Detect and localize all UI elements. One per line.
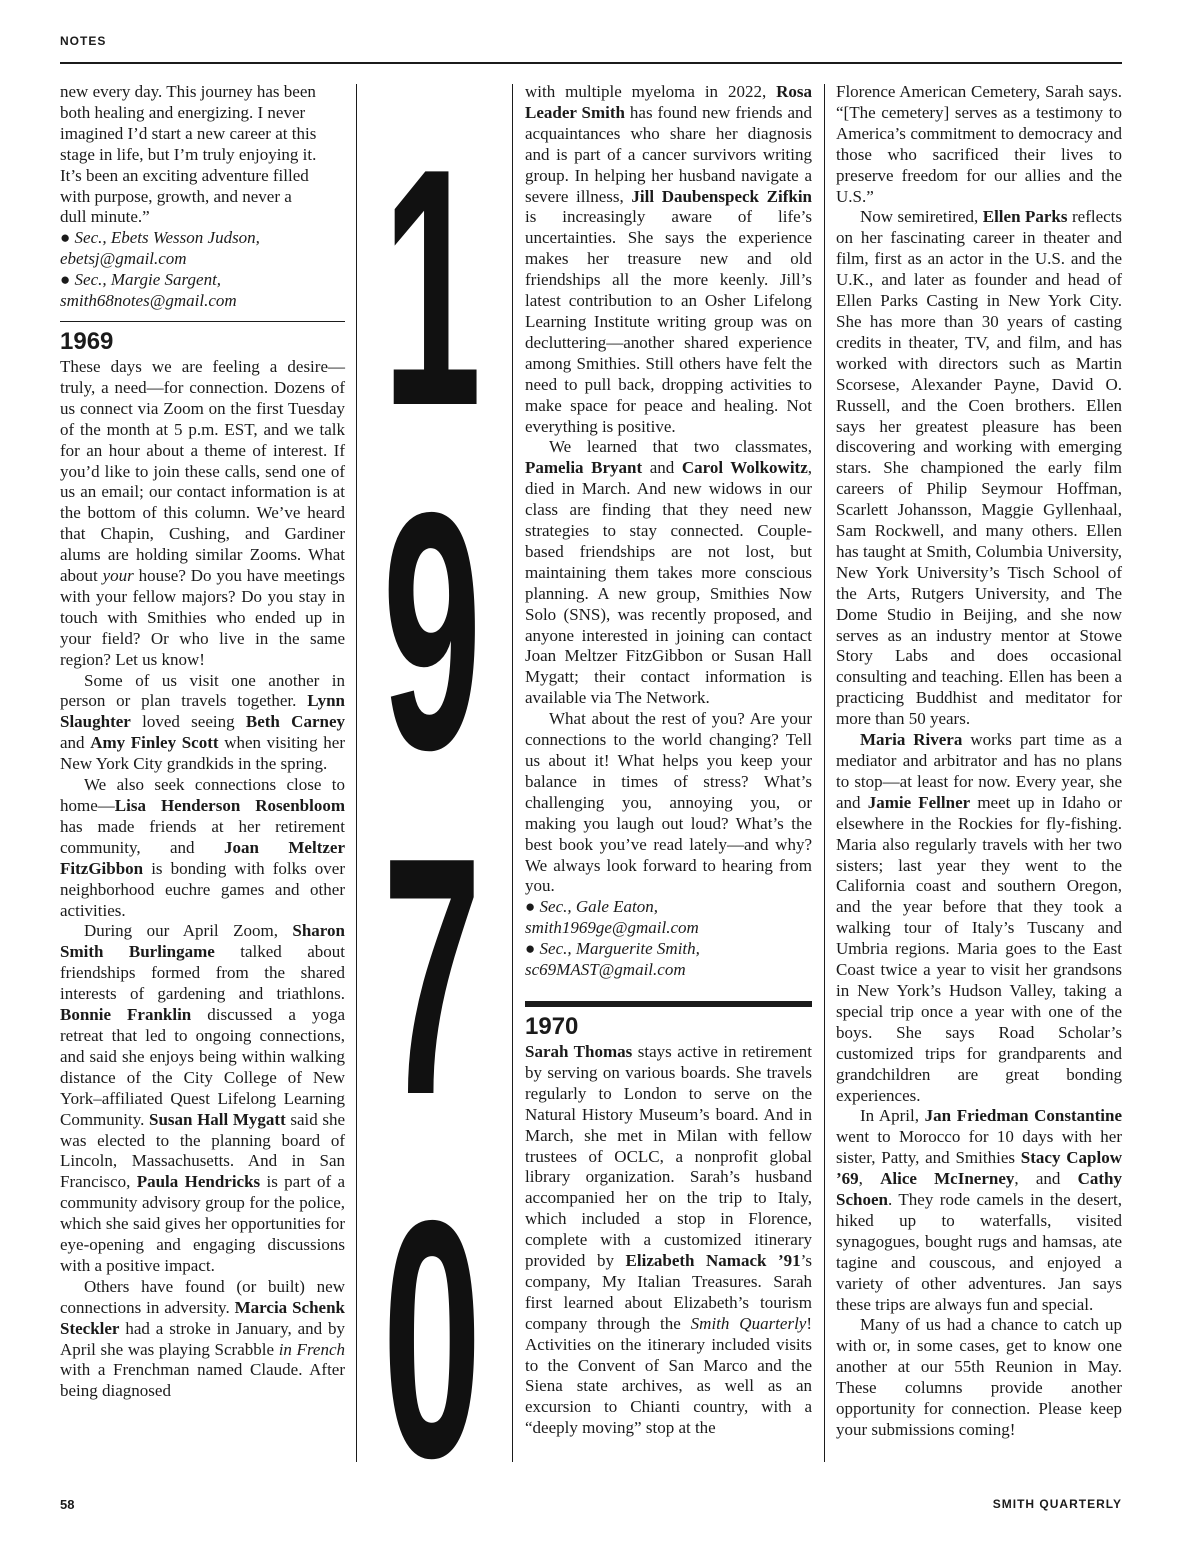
large-digit: 7 xyxy=(382,787,482,1166)
section-rule xyxy=(60,321,345,322)
classmate-name: Alice McInerney xyxy=(880,1169,1015,1189)
column-2 xyxy=(525,82,812,1439)
large-year-graphic xyxy=(368,78,496,1464)
classmate-name: Susan Hall Mygatt xyxy=(149,1109,286,1129)
bullet-icon: ● xyxy=(525,939,536,959)
paragraph: Many of us had a chance to catch up with or, in some cases, get to know one another at our 55th Reunion in May. These columns provide another opportunity for connection. Please keep your submissions coming! xyxy=(836,1315,1122,1439)
bullet-icon: ● xyxy=(60,270,71,290)
classmate-name: Sarah Thomas xyxy=(525,1041,633,1061)
classmate-name: Lisa Henderson Rosenbloom xyxy=(114,796,345,815)
classmate-name: Pamelia Bryant xyxy=(525,458,643,478)
carryover-line: both healing and energizing. I never xyxy=(60,102,306,122)
paragraph: Maria Rivera works part time as a mediator and arbitrator and has no plans to stop—at least for now. Every year, she and Jamie Fellner meet up in Idaho or elsewhere in the Rockies for fly-fishing. Maria also regularly travels with her two sisters; last year they went to the California coast and southern Oregon, and the year before that they took a walking tour of Italy’s Tuscany and Umbria regions. Maria goes to the East Coast twice a year to visit her grandsons in New York’s Hudson Valley, taking a special trip once a year with one of the boys. She says Road Scholar’s customized trips for grandparents and grandchildren are great bonding experiences. xyxy=(836,730,1123,1105)
paragraph: Some of us visit one another in person or plan travels together. Lynn Slaughter loved seeing Beth Carney and Amy Finley Scott when visiting her New York City grandkids in the spring. xyxy=(60,670,346,774)
classmate-name: Beth Carney xyxy=(245,712,345,732)
secretary-email[interactable]: sc69MAST@gmail.com xyxy=(525,960,686,980)
classmate-name: Sharon Smith Burlingame xyxy=(60,921,345,962)
classmate-name: Lynn Slaughter xyxy=(60,691,346,732)
classmate-name: Jill Daubenspeck Zifkin xyxy=(631,186,812,206)
paragraph: Sarah Thomas stays active in retirement by serving on various boards. She travels regularly to London to serve on the Natural History Museum’s board. And in March, she met in Milan with fellow trustees of OCLC, a nonprofit global library organization. Sarah’s husband accompanied her on the trip to Italy, which included a stop in Florence, complete with a customized itinerary provided by Elizabeth Namack ’91’s company, My Italian Treasures. Sarah first learned about Elizabeth’s tourism company through the Smith Quarterly! Activities on the itinerary included visits to the Convent of San Marco and the Siena state archives, as well as an excursion to Chianti country, with a “deeply moving” stop at the xyxy=(525,1041,813,1438)
section-label: NOTES xyxy=(60,34,107,48)
paragraph: These days we are feeling a desire— truly, a need—for connection. Dozens of us connect via Zoom on the first Tuesday of the month at 5 p.m. EST, and we talk for an hour about a theme of interest. If you’d like to join these calls, send one of us an email; our contact information is at the bottom of this column. We’ve heard that Chapin, Cushing, and Gardiner alums are holding similar Zooms. What about your house? Do you have meetings with your fellow majors? Do you stay in touch with Smithies who ended up in your field? Or who live in the same region? Let us know! xyxy=(60,356,346,669)
secretary-name: Sec., Gale Eaton, xyxy=(539,897,659,917)
paragraph: Florence American Cemetery, Sarah says. “[The cemetery] serves as a testimony to America’s commitment to democracy and those who sacrificed their lives to preserve freedom for our allies and the U.S.” xyxy=(836,82,1122,206)
secretary-email[interactable]: ebetsj@gmail.com xyxy=(60,249,187,269)
classmate-name: Cathy Schoen xyxy=(836,1169,1122,1210)
classmate-name: Carol Wolkowitz xyxy=(681,458,808,478)
paragraph: Now semiretired, Ellen Parks reflects on her fascinating career in theater and film, first as an actor in the U.S. and the U.K., and later as founder and head of Ellen Parks Casting in New York City. She has more than 30 years of casting credits in theater, TV, and film, and has worked with directors such as Martin Scorsese, Alexander Payne, David O. Russell, and the Coen brothers. Ellen says her greatest pleasure has been discovering and working with emerging stars. She championed the early film careers of Philip Seymour Hoffman, Scarlett Johansson, Maggie Gyllenhaal, Sam Rockwell, and many others. Ellen has taught at Smith, Columbia University, New York University’s Tisch School of the Arts, Rutgers University, and The Dome Studio in Beijing, and she now serves as an industry mentor at Stowe Story Labs and does occasional consulting and teaching. Ellen has been a practicing Buddhist and meditator for more than 50 years. xyxy=(836,207,1123,729)
publication-name: SMITH QUARTERLY xyxy=(992,1497,1122,1511)
carryover-line: It’s been an exciting adventure filled xyxy=(60,165,309,185)
secretary-name: Sec., Margie Sargent, xyxy=(74,270,222,290)
classmate-name: Paula Hendricks xyxy=(136,1172,261,1192)
classmate-name: Stacy Caplow ’69 xyxy=(836,1148,1122,1189)
large-digit: 1 xyxy=(382,98,482,477)
secretary-name: Sec., Marguerite Smith, xyxy=(539,939,700,959)
carryover-line: dull minute.” xyxy=(60,207,150,227)
carryover-line: new every day. This journey has been xyxy=(60,82,316,101)
large-digit: 9 xyxy=(382,442,482,821)
carryover-line: with purpose, growth, and never a xyxy=(60,186,292,206)
secretary-email[interactable]: smith1969ge@gmail.com xyxy=(525,918,699,938)
carryover-paragraph xyxy=(60,82,345,228)
section-rule xyxy=(525,1001,812,1007)
paragraph: We also seek connections close to home—Lisa Henderson Rosenbloom has made friends at her retirement community, and Joan Meltzer FitzGibbon is bonding with folks over neighborhood euchre games and other activities. xyxy=(60,775,345,920)
column-3 xyxy=(836,82,1122,1441)
classmate-name: Ellen Parks xyxy=(982,207,1068,227)
classmate-name: Jan Friedman Constantine xyxy=(924,1106,1122,1126)
classmate-name: Jamie Fellner xyxy=(867,792,971,812)
classmate-name: Joan Meltzer FitzGibbon xyxy=(60,837,345,878)
carryover-line: imagined I’d start a new career at this xyxy=(60,123,317,143)
secretary-1968-b xyxy=(60,270,345,312)
class-year-heading: 1970 xyxy=(525,1012,579,1040)
classmate-name: Elizabeth Namack ’91 xyxy=(625,1251,801,1271)
paragraph: During our April Zoom, Sharon Smith Burlingame talked about friendships formed from the shared interests of gardening and triathlons. Bonnie Franklin discussed a yoga retreat that led to ongoing connections, and said she enjoys being within walking distance of the City College of New York–affiliated Quest Lifelong Learning Community. Susan Hall Mygatt said she was elected to the planning board of Lincoln, Massachusetts. And in San Francisco, Paula Hendricks is part of a community advisory group for the police, which she said gives her opportunities for eye-opening and engaging discussions with a positive impact. xyxy=(60,921,345,1275)
large-digit: 0 xyxy=(382,1150,482,1464)
secretary-email[interactable]: smith68notes@gmail.com xyxy=(60,291,237,311)
secretary-1969-a xyxy=(525,897,812,939)
column-divider xyxy=(356,84,357,1462)
column-divider xyxy=(824,84,825,1462)
classmate-name: Rosa Leader Smith xyxy=(525,82,813,122)
classmate-name: Bonnie Franklin xyxy=(60,1005,192,1025)
carryover-line: stage in life, but I’m truly enjoying it. xyxy=(60,144,317,164)
paragraph: with multiple myeloma in 2022, Rosa Leader Smith has found new friends and acquaintances who share her diagnosis and is part of a cancer survivors writing group. In helping her husband navigate a severe illness, Jill Daubenspeck Zifkin is increasingly aware of life’s uncertainties. She says the experience makes her treasure new and old friendships all the more keenly. Jill’s latest contribution to an Osher Lifelong Learning Institute writing group was on decluttering—another shared experience among Smithies. Still others have felt the need to pull back, dropping activities to make space for peace and healing. Not everything is positive. xyxy=(525,82,813,436)
top-rule xyxy=(60,62,1122,64)
page-number: 58 xyxy=(60,1497,75,1512)
paragraph: In April, Jan Friedman Constantine went to Morocco for 10 days with her sister, Patty, and Smithies Stacy Caplow ’69, Alice McInerney, and Cathy Schoen. They rode camels in the desert, hiked up to waterfalls, visited synagogues, bought rugs and hamsas, ate tagine and couscous, and enjoyed a variety of other adventures. Jan says these trips are always fun and special. xyxy=(836,1106,1122,1314)
class-year-heading: 1969 xyxy=(60,327,114,355)
classmate-name: Marcia Schenk Steckler xyxy=(60,1297,345,1338)
column-1 xyxy=(60,82,345,1402)
secretary-1969-b xyxy=(525,939,812,981)
paragraph: What about the rest of you? Are your connections to the world changing? Tell us about it! What helps you keep your balance in times of stress? What’s challenging you, annoying you, or making you laugh out loud? What’s the best book you’ve read lately—and why? We always look forward to hearing from you. xyxy=(525,709,812,896)
column-divider xyxy=(512,84,513,1462)
secretary-1968-a xyxy=(60,228,345,270)
paragraph: We learned that two classmates, Pamelia Bryant and Carol Wolkowitz, died in March. And new widows in our class are finding that they need new strategies to stay connected. Couple-based friendships are not lost, but maintaining them takes more conscious planning. A new group, Smithies Now Solo (SNS), was recently proposed, and anyone interested in joining can contact Joan Meltzer FitzGibbon or Susan Hall Mygatt; their contact information is available via The Network. xyxy=(525,437,813,708)
classmate-name: Amy Finley Scott xyxy=(90,733,219,753)
bullet-icon: ● xyxy=(60,228,71,248)
classmate-name: Maria Rivera xyxy=(860,730,963,750)
secretary-name: Sec., Ebets Wesson Judson, xyxy=(74,228,260,248)
paragraph: Others have found (or built) new connections in adversity. Marcia Schenk Steckler had a stroke in January, and by April she was playing Scrabble in French with a Frenchman named Claude. After being diagnosed xyxy=(60,1276,346,1401)
bullet-icon: ● xyxy=(525,897,536,917)
